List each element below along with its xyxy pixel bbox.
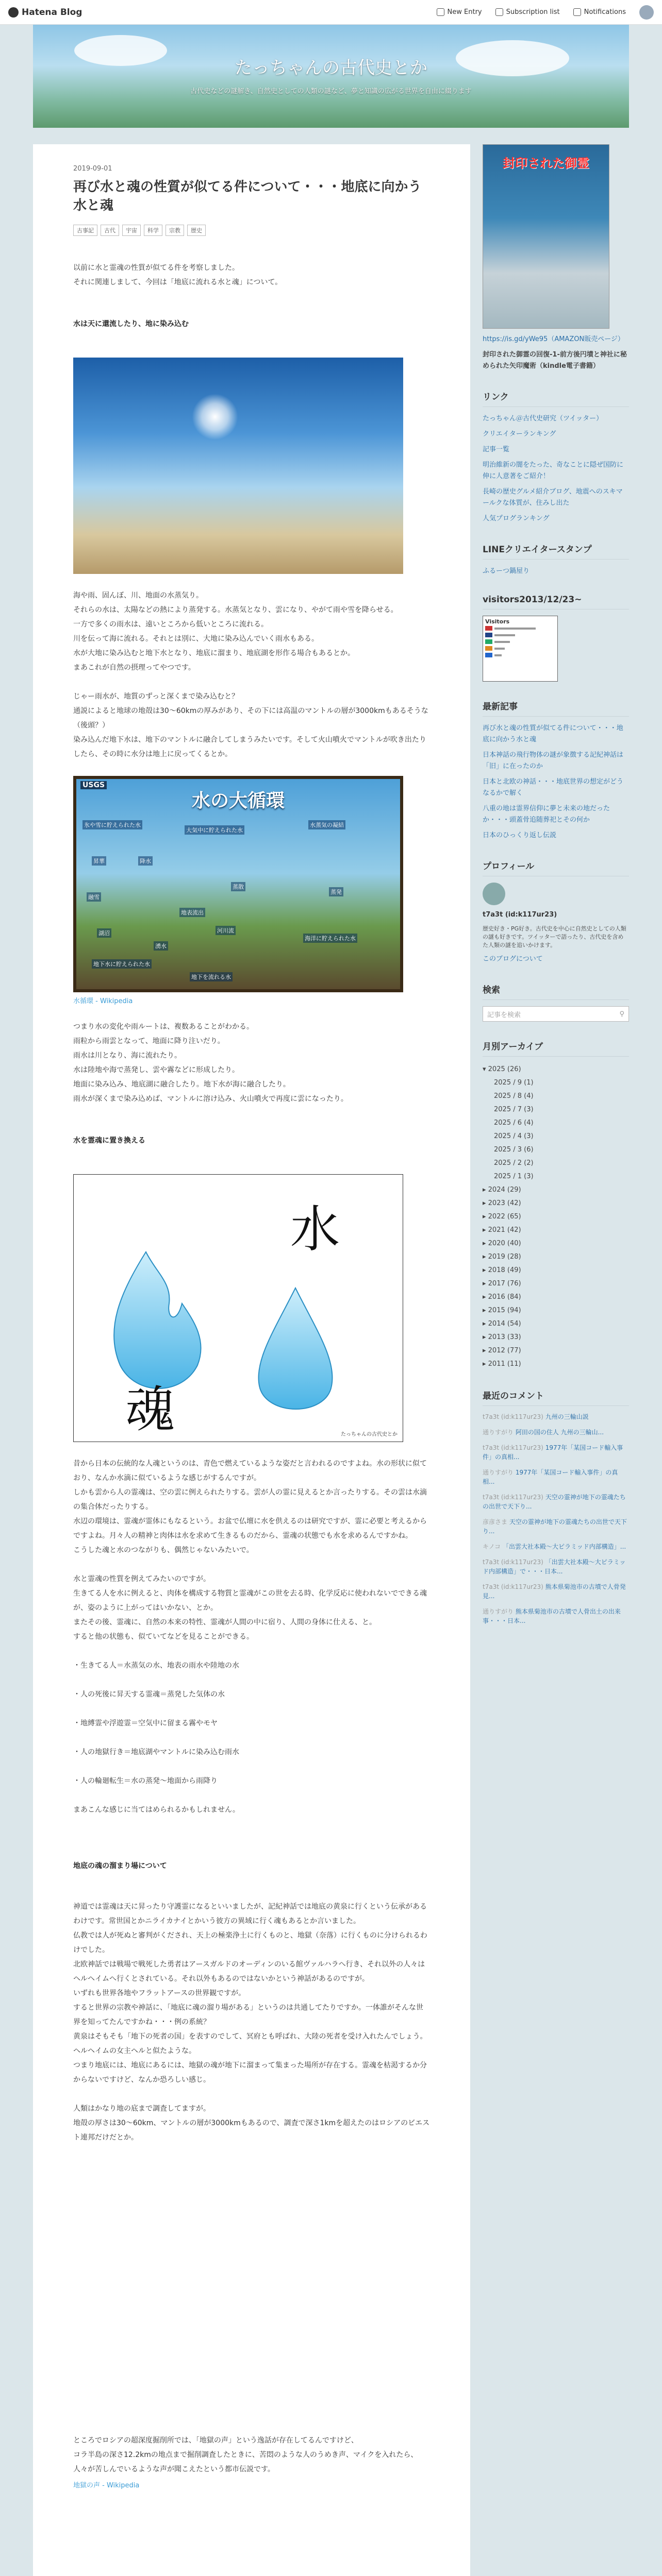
archive-year[interactable]: ▸ 2014 (54) (483, 1320, 521, 1328)
links-heading: リンク (483, 389, 629, 407)
archive-month[interactable]: 2025 / 3 (6) (494, 1146, 534, 1154)
blog-description: 古代史などの謎解き、自然史としての人類の謎など、夢と知識の広がる世界を自由に綴ります (190, 88, 472, 95)
subscription-label: Subscription list (506, 8, 560, 16)
usgs-logo: USGS (80, 781, 107, 789)
diagram-title: 水の大循環 (191, 789, 285, 811)
list-item: ・生きてる人＝水蒸気の水、地表の雨水や陸地の水 (73, 1661, 239, 1670)
visitor-counter-widget[interactable] (483, 616, 558, 682)
diagram-label: 氷や雪に貯えられた水 (82, 820, 142, 829)
drops-svg (74, 1175, 404, 1443)
profile-avatar[interactable] (483, 883, 505, 905)
sidebar-link[interactable]: クリエイターランキング (483, 430, 556, 438)
hatena-logo-icon (8, 7, 19, 18)
comment-author: 通りすがり (483, 1469, 514, 1476)
paragraph: 一方で多くの雨水は、遠いところから低いところに流れる。 (73, 620, 268, 629)
paragraph: 仏教では人が死ぬと審判がくだされ、天上の極楽浄土に行くものと、地獄（奈落）に行くものに分けられるわけでした。 (73, 1931, 427, 1954)
diagram-label: 降水 (138, 856, 153, 866)
comment-text: 熊本県菊池市の古墳で人骨出土の出来事・・・日本... (483, 1608, 621, 1624)
comment-text: 1977年「某国コード輸入事件」の真相... (483, 1444, 623, 1461)
flame-drop-icon (114, 1252, 201, 1388)
section-heading: 地底の魂の溜まり場について (73, 1861, 167, 1870)
list-item: ・人の死後に昇天する霊魂＝蒸発した気体の水 (73, 1690, 225, 1699)
comment-author: 彦彦さま (483, 1518, 508, 1526)
diagram-label: 河川流 (216, 926, 236, 935)
comment-text: 熊本県菊池市の古墳で人骨発見... (483, 1583, 626, 1600)
paragraph: それらの水は、太陽などの熱により蒸発する。水蒸気となり、雲になり、やがて雨や雪を降らせる。 (73, 605, 398, 614)
archive-year[interactable]: ▸ 2017 (76) (483, 1280, 521, 1287)
blog-title[interactable]: たっちゃんの古代史とか (235, 58, 427, 78)
tag[interactable]: 宗教 (166, 225, 184, 236)
sidebar-link[interactable]: 明治維新の闇をたった、奇なことに隠ぜ国防に伸に人意著をご紹介！ (483, 461, 624, 480)
archive-month[interactable]: 2025 / 4 (3) (494, 1132, 534, 1140)
article-tags (73, 225, 430, 236)
line-stamp-heading: LINEクリエイタースタンプ (483, 542, 629, 560)
search-input[interactable] (483, 1006, 629, 1022)
archive-year[interactable]: ▸ 2013 (33) (483, 1333, 521, 1341)
sidebar-link[interactable]: たっちゃん＠古代史研究（ツイッター） (483, 415, 603, 422)
paragraph: 海や雨、固んぼ、川、地面の水蒸気り。 (73, 591, 203, 600)
archive-year[interactable]: ▸ 2019 (28) (483, 1253, 521, 1261)
blog-header (33, 25, 629, 128)
book-description: 封印された御霊の回復-1-前方後円墳と神社に秘められた矢印魔術（kindle電子書籍） (483, 351, 627, 370)
archive-year[interactable]: ▸ 2021 (42) (483, 1226, 521, 1234)
archive-year[interactable]: ▸ 2012 (77) (483, 1347, 521, 1354)
tag[interactable]: 歴史 (187, 225, 206, 236)
paragraph: いずれも世界各地やフラットアースの世界観ですが。 (73, 1989, 246, 1997)
recent-post-link[interactable]: 日本のひっくり返し伝説 (483, 832, 557, 839)
sidebar-link[interactable]: 長崎の歴史グルメ紹介ブログ、地震へのスキマールクな体質が、住みし出た (483, 488, 623, 507)
paragraph: ところでロシアの超深度掘削所では、「地獄の声」という逸話が存在してるんですけど、 (73, 2436, 358, 2445)
recent-posts-heading: 最新記事 (483, 699, 629, 717)
list-icon (495, 8, 503, 16)
water-drop-icon (258, 1288, 332, 1409)
article-title[interactable]: 再び水と魂の性質が似てる件について・・・地底に向かう水と魂 (73, 179, 422, 214)
diagram-label: 大気中に貯えられた水 (185, 825, 244, 835)
comment-item[interactable] (483, 1493, 629, 1511)
comment-text: 1977年「某国コード輸入事件」の真相... (483, 1469, 618, 1485)
search-placeholder: 記事を検索 (487, 1011, 521, 1019)
recent-post-link[interactable]: 日本と北欧の神話・・・地底世界の想定がどうなるかで解く (483, 778, 624, 797)
logo-text: Hatena Blog (22, 7, 82, 18)
notifications-label: Notifications (584, 8, 626, 16)
caption-link[interactable]: 水循環 - Wikipedia (73, 997, 133, 1005)
archive-year[interactable]: ▸ 2015 (94) (483, 1307, 521, 1314)
diagram-label: 地下を流れる水 (190, 972, 233, 981)
paragraph: 昔から日本の伝統的な人魂というのは、青色で燃えているような姿だと言われるのですよね。水の形状に似ており、なんか水滴に似ているような感じがするんですが。 (73, 1459, 427, 1482)
comment-item[interactable] (483, 1468, 629, 1486)
comment-author: t7a3t (id:k117ur23) (483, 1413, 543, 1420)
paragraph: 雨水が深くまで染み込めば、マントルに溶け込み、火山噴火で再度に雲になったり。 (73, 1094, 348, 1103)
archive-year[interactable]: ▸ 2022 (65) (483, 1213, 521, 1221)
list-item: ・人の地獄行き＝地底湖やマントルに染み込む雨水 (73, 1748, 239, 1756)
sidebar-link[interactable]: 人気プログランキング (483, 515, 550, 522)
pencil-icon (437, 8, 444, 16)
paragraph: すると他の状態も、似ていてなどを見ることができる。 (73, 1632, 254, 1641)
bell-icon (573, 8, 581, 16)
comment-author: t7a3t (id:k117ur23) (483, 1444, 543, 1451)
diagram-label: 蒸発 (329, 887, 343, 896)
comment-author: 通りすがり (483, 1608, 514, 1615)
tag[interactable]: 古事記 (73, 225, 97, 236)
article-date[interactable]: 2019-09-01 (73, 165, 112, 173)
paragraph: つまり水の変化や雨ルートは、複数あることがわかる。 (73, 1022, 254, 1031)
new-entry-label: New Entry (447, 8, 482, 16)
comment-author: 通りすがり (483, 1429, 514, 1436)
sidebar-link[interactable]: 記事一覧 (483, 446, 510, 453)
comment-item[interactable] (483, 1428, 629, 1437)
water-cycle-diagram (73, 776, 403, 992)
comment-author: t7a3t (id:k117ur23) (483, 1558, 543, 1566)
comment-item[interactable] (483, 1607, 629, 1625)
paragraph: 地面に染み込み、地底湖に融合したり。地下水が海に融合したり。 (73, 1080, 290, 1089)
water-soul-illustration (73, 1174, 403, 1442)
comment-item[interactable] (483, 1542, 629, 1551)
paragraph: 雨水は川となり、海に流れたり。 (73, 1051, 181, 1060)
comment-author: キノコ (483, 1543, 501, 1550)
profile-id[interactable]: t7a3t (id:k117ur23) (483, 911, 557, 919)
archive-month[interactable]: 2025 / 1 (3) (494, 1173, 534, 1180)
archive-month[interactable]: 2025 / 8 (4) (494, 1092, 534, 1100)
comment-text: 九州の三輪山説 (545, 1413, 589, 1420)
tag[interactable]: 宇宙 (122, 225, 141, 236)
archive-month[interactable]: 2025 / 6 (4) (494, 1119, 534, 1127)
archive-year[interactable]: ▸ 2016 (84) (483, 1293, 521, 1301)
paragraph: しかも雲から人の霊魂は、空の雲に例えられたりする。雲が人の霊に見えるとか言ったりする。その雲は水滴の集合体だったりする。 (73, 1488, 427, 1511)
top-navbar (0, 0, 662, 25)
notifications-button[interactable] (573, 8, 626, 16)
visitors-heading: visitors2013/12/23~ (483, 595, 629, 609)
tag[interactable]: 古代 (101, 225, 119, 236)
archive-year[interactable]: ▸ 2024 (29) (483, 1186, 521, 1194)
comment-item[interactable] (483, 1517, 629, 1536)
diagram-label: 湧水 (154, 941, 168, 951)
illustration-signature: たっちゃんの古代史とか (341, 1431, 398, 1437)
paragraph: 以前に水と霊魂の性質が似てる件を考察しました。 (73, 263, 239, 272)
book-cover-image[interactable] (483, 144, 609, 329)
paragraph: つまり地底には、地底にあるには、地獄の魂が地下に溜まって集まった場所が存在する。霊魂を枯渇するか分からないですけど、なんか恐ろしい感じ。 (73, 2061, 427, 2084)
profile-heading: プロフィール (483, 859, 629, 876)
user-avatar[interactable] (639, 5, 654, 20)
comment-author: t7a3t (id:k117ur23) (483, 1583, 543, 1590)
paragraph: 神道では霊魂は天に昇ったり守護霊になるといいましたが、記紀神話では地底の黄泉に行くという伝承があるわけです。常世国とかニライカナイとかいう彼方の異域に行く魂もあるとか言いました。 (73, 1902, 427, 1925)
archive-list (483, 1063, 629, 1371)
kanji-soul: 魂 (125, 1380, 175, 1438)
caption-link[interactable]: 地獄の声 - Wikipedia (73, 2481, 140, 2489)
comment-item[interactable] (483, 1557, 629, 1576)
paragraph: またその後、霊魂に、自然の本来の特性、霊魂が人間の中に宿り、人間の身体に仕える、と。 (73, 1618, 376, 1626)
diagram-label: 融雪 (87, 892, 101, 902)
hatena-logo[interactable] (8, 7, 82, 18)
book-cover-title: 封印された御霊 (503, 156, 589, 171)
diagram-label: 昇華 (92, 856, 106, 866)
paragraph: それに関連しまして、今回は「地底に流れる水と魂」について。 (73, 278, 283, 286)
list-item: ・地縛霊や浮遊霊＝空気中に留まる霧やモヤ (73, 1719, 218, 1727)
diagram-label: 地表流出 (179, 908, 205, 917)
comment-item[interactable] (483, 1582, 629, 1601)
archive-month[interactable]: 2025 / 7 (3) (494, 1106, 534, 1113)
comment-item[interactable] (483, 1443, 629, 1462)
paragraph: 水辺の環境は、霊魂が霊体にもなるという。お盆で仏壇に水を供えるのは研究ですが、霊に必要と考えるからですよね。月々人の精神と肉体は水を求めて生きるものだから、霊魂の状態でも水を求めるんですかね。 (73, 1517, 427, 1540)
paragraph: すると世界の宗教や神話に、「地底に魂の溜り場がある」というのは共通してたりですか。一体誰がそんな世界を知ってたんですかね・・・例の系統？ (73, 2003, 423, 2026)
new-entry-button[interactable] (437, 8, 482, 16)
sun (192, 394, 238, 440)
archive-year[interactable]: ▾ 2025 (26) (483, 1065, 521, 1073)
paragraph: コラ半島の深さ12.2kmの地点まで掘削調査したときに、苦悶のような人のうめき声、マイクを入れたら、人々が苦しんでいるような声が聞こえたという都市伝説です。 (73, 2450, 418, 2473)
archive-year[interactable]: ▸ 2020 (40) (483, 1240, 521, 1247)
diagram-label: 蒸散 (231, 882, 245, 891)
paragraph: 水は陸地や海で蒸発し、雲や霧などに形成したり。 (73, 1065, 239, 1074)
sky-sea-photo (73, 358, 403, 574)
section-heading: 水を霊魂に置き換える (73, 1136, 145, 1145)
paragraph: まあこれが自然の摂理ってやつです。 (73, 663, 195, 672)
book-url-link[interactable]: https://is.gd/yWe95（AMAZON販売ページ） (483, 335, 624, 343)
paragraph: 染み込んだ地下水は、地下のマントルに融合してしまうみたいです。そして火山噴火でマントルが吹き出たりしたら、その時に水分は地上に戻ってくるとか。 (73, 735, 426, 758)
paragraph: 黄泉はそもそも「地下の死者の国」を表すのでして、冥府とも呼ばれ、大陸の死者を受け入れたんでしょう。ヘルヘイムの女主ヘルと似たような。 (73, 2032, 427, 2055)
comment-text: 天空の霊神が地下の霊魂たちの出世で天下り... (483, 1494, 626, 1510)
about-blog-link[interactable]: このブログについて (483, 955, 543, 963)
archive-year[interactable]: ▸ 2018 (49) (483, 1266, 521, 1274)
paragraph: まあこんな感じに当てはめられるかもしれません。 (73, 1805, 240, 1814)
paragraph: じゃー雨水が、地質のずっと深くまで染み込むと？ (73, 692, 239, 701)
comment-text: 「出雲大社本殿〜大ピラミッド内部構造」... (503, 1543, 626, 1550)
paragraph: 人類はかなり地の底まで調査してますが。 (73, 2104, 210, 2113)
comments-heading: 最近のコメント (483, 1388, 629, 1406)
comment-author: t7a3t (id:k117ur23) (483, 1494, 543, 1501)
archive-year[interactable]: ▸ 2023 (42) (483, 1199, 521, 1207)
paragraph: 雨粒から雨雲となって、地面に降り注いだり。 (73, 1037, 225, 1045)
comment-text: 阿田の国の住人 九州の三輪山... (515, 1429, 604, 1436)
archive-month[interactable]: 2025 / 2 (2) (494, 1159, 534, 1167)
line-stamp-link[interactable]: ふるーつ鍋屋り (483, 567, 530, 575)
paragraph: 水が大地に染み込むと地下水となり、地底に溜まり、地底湖を形作る場合もあるとか。 (73, 649, 355, 657)
visitors-label: Visitors (485, 618, 510, 625)
list-item: ・人の輪廻転生＝水の蒸発〜地面から雨降り (73, 1776, 218, 1785)
comment-text: 天空の霊神が地下の霊魂たちの出世で天下り... (483, 1518, 627, 1535)
recent-post-link[interactable]: 八重の地は霊界信仰に夢と未来の地だったか・・・頭蓋骨追随葬祀とその何か (483, 805, 610, 824)
diagram-label: 湖沼 (97, 928, 111, 938)
recent-post-link[interactable]: 日本神話の飛行物体の謎が象徴する記紀神話は「旧」に在ったのか (483, 751, 624, 770)
kanji-water: 水 (290, 1200, 340, 1258)
section-heading: 水は天に還流したり、地に染み込む (73, 319, 189, 328)
paragraph: こうした魂と水のつながりも、偶然じゃないみたいで。 (73, 1546, 254, 1554)
tag[interactable]: 科学 (144, 225, 162, 236)
diagram-label: 地下水に貯えられた水 (92, 959, 152, 969)
paragraph: 生きてる人を水に例えると、肉体を構成する物質と霊魂がこの世を去る時、化学反応に使われないでできる魂が、姿のように上がってはいかない、とか。 (73, 1589, 427, 1612)
profile-text: 歴史好き・PG好き。古代史を中心に自然史としての人類の謎も好きです。ツイッターで語ったり、古代史を含めた人類の謎を追いかけます。 (483, 925, 626, 948)
diagram-label: 海洋に貯えられた水 (303, 934, 357, 943)
paragraph: 川を伝って海に流れる。それとは別に、大地に染み込んでいく雨水もある。 (73, 634, 319, 643)
subscription-list-button[interactable] (495, 8, 560, 16)
search-icon[interactable]: ⚲ (619, 1010, 624, 1018)
comment-text: 「出雲大社本殿〜大ピラミッド内部構造」で・・・日本... (483, 1558, 626, 1575)
recent-post-link[interactable]: 再び水と魂の性質が似てる件について・・・地底に向かう水と魂 (483, 724, 623, 743)
paragraph: 通説によると地球の地殻は30〜60kmの厚みがあり、その下には高温のマントルの層が3000kmもあるそうな（後頭？） (73, 706, 428, 730)
archive-month[interactable]: 2025 / 9 (1) (494, 1079, 534, 1087)
paragraph: 水と霊魂の性質を例えてみたいのですが。 (73, 1574, 210, 1583)
archive-heading: 月別アーカイブ (483, 1039, 629, 1057)
diagram-label: 水蒸気の凝結 (308, 820, 345, 829)
sidebar (483, 144, 629, 1643)
archive-year[interactable]: ▸ 2011 (11) (483, 1360, 521, 1368)
article (33, 144, 470, 2576)
paragraph: 北欧神話では戦場で戦死した勇者はアースガルドのオーディンのいる館ヴァルハラへ行き、それ以外の人々はヘルヘイムへ行くとされている。それ以外もあるのではないかという神話があるのですが。 (73, 1960, 425, 1983)
search-heading: 検索 (483, 982, 629, 1000)
paragraph: 地殻の厚さは30〜60km、マントルの層が3000kmもあるので、調査で深さ1kmを超えたのはロシアのビエスト連邦だけだとか。 (73, 2119, 430, 2142)
comment-item[interactable] (483, 1412, 629, 1421)
